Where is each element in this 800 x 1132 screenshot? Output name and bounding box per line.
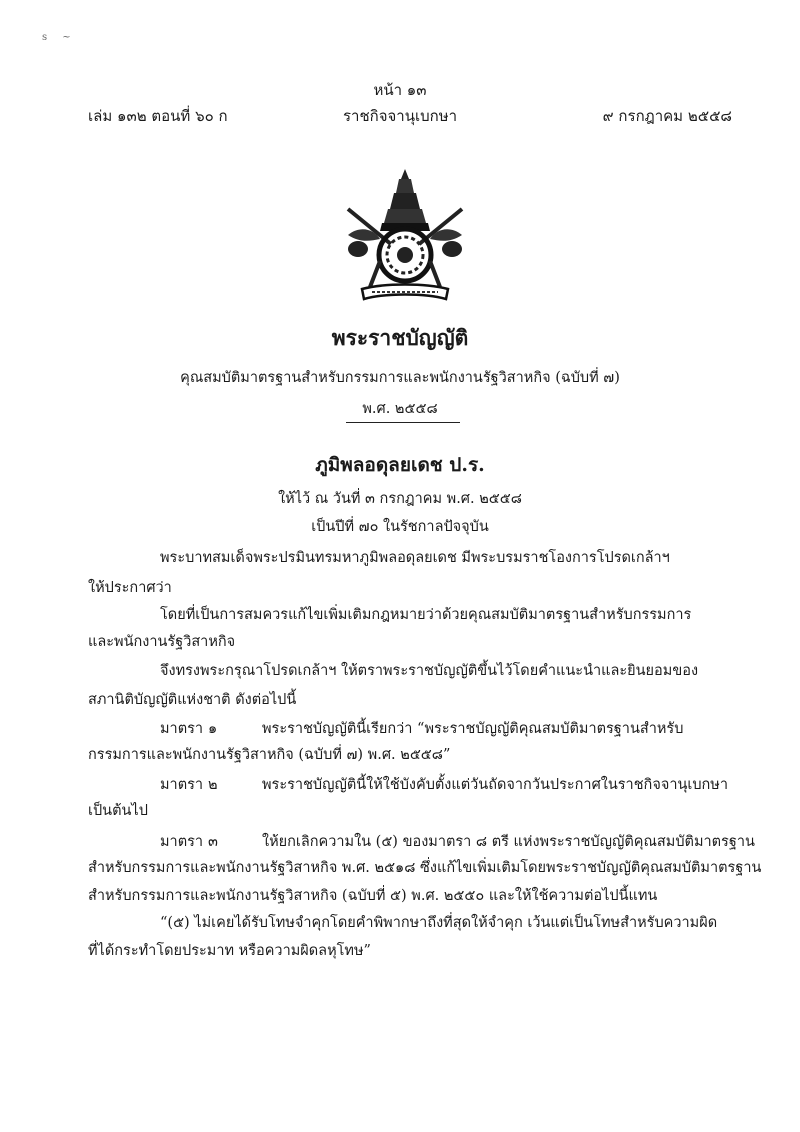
section-label: มาตรา [160, 721, 204, 737]
preamble-line: ให้ประกาศว่า [88, 580, 172, 596]
page-number: หน้า ๑๓ [373, 81, 427, 99]
section-text: กรรมการและพนักงานรัฐวิสาหกิจ (ฉบับที่ ๗) พ.ศ. ๒๕๕๘” [88, 747, 451, 763]
section-label: มาตรา [160, 834, 204, 850]
section-text: พระราชบัญญัตินี้ให้ใช้บังคับตั้งแต่วันถัดจากวันประกาศในราชกิจจานุเบกษา [262, 777, 729, 793]
given-date: ให้ไว้ ณ วันที่ ๓ กรกฎาคม พ.ศ. ๒๕๕๘ [278, 491, 522, 507]
section-text: สำหรับกรรมการและพนักงานรัฐวิสาหกิจ (ฉบับที่ ๕) พ.ศ. ๒๕๕๐ และให้ใช้ความต่อไปนี้แทน [88, 888, 658, 904]
section-text: พระราชบัญญัตินี้เรียกว่า “พระราชบัญญัติคุณสมบัติมาตรฐานสำหรับ [262, 721, 684, 737]
section-text: ให้ยกเลิกความใน (๕) ของมาตรา ๘ ตรี แห่งพระราชบัญญัติคุณสมบัติมาตรฐาน [262, 834, 755, 850]
gazette-name: ราชกิจจานุเบกษา [342, 107, 458, 125]
section-number: ๑ [208, 721, 218, 737]
reign-year: เป็นปีที่ ๗๐ ในรัชกาลปัจจุบัน [311, 519, 489, 535]
volume-issue: เล่ม ๑๓๒ ตอนที่ ๖๐ ก [88, 107, 228, 125]
document-year: พ.ศ. ๒๕๕๘ [362, 401, 438, 417]
preamble-line: โดยที่เป็นการสมควรแก้ไขเพิ่มเติมกฎหมายว่าด้วยคุณสมบัติมาตรฐานสำหรับกรรมการ [160, 607, 692, 623]
section-text: เป็นต้นไป [88, 803, 148, 819]
royal-emblem-icon [340, 165, 470, 305]
quoted-text: ที่ได้กระทำโดยประมาท หรือความผิดลหุโทษ” [88, 943, 371, 959]
preamble-line: และพนักงานรัฐวิสาหกิจ [88, 634, 236, 650]
gazette-date: ๙ กรกฎาคม ๒๕๕๘ [602, 107, 732, 125]
preamble-line: พระบาทสมเด็จพระปรมินทรมหาภูมิพลอดุลยเดช มีพระบรมราชโองการโปรดเกล้าฯ [160, 550, 670, 566]
section-number: ๓ [208, 834, 218, 850]
royal-signature: ภูมิพลอดุลยเดช ป.ร. [315, 454, 485, 476]
preamble-line: สภานิติบัญญัติแห่งชาติ ดังต่อไปนี้ [88, 692, 297, 708]
section-number: ๒ [208, 777, 218, 793]
preamble-line: จึงทรงพระกรุณาโปรดเกล้าฯ ให้ตราพระราชบัญญัติขึ้นไว้โดยคำแนะนำและยินยอมของ [160, 663, 699, 679]
section-label: มาตรา [160, 777, 204, 793]
document-subtitle: คุณสมบัติมาตรฐานสำหรับกรรมการและพนักงานรัฐวิสาหกิจ (ฉบับที่ ๗) [180, 370, 620, 386]
quoted-text: “(๕) ไม่เคยได้รับโทษจำคุกโดยคำพิพากษาถึงที่สุดให้จำคุก เว้นแต่เป็นโทษสำหรับความผิด [160, 915, 718, 931]
scan-artifact: s ~ [42, 32, 77, 43]
section-text: สำหรับกรรมการและพนักงานรัฐวิสาหกิจ พ.ศ. ๒๕๑๘ ซึ่งแก้ไขเพิ่มเติมโดยพระราชบัญญัติคุณสมบัติมาตรฐาน [88, 860, 762, 876]
title-divider [346, 422, 460, 423]
document-title: พระราชบัญญัติ [331, 325, 469, 350]
